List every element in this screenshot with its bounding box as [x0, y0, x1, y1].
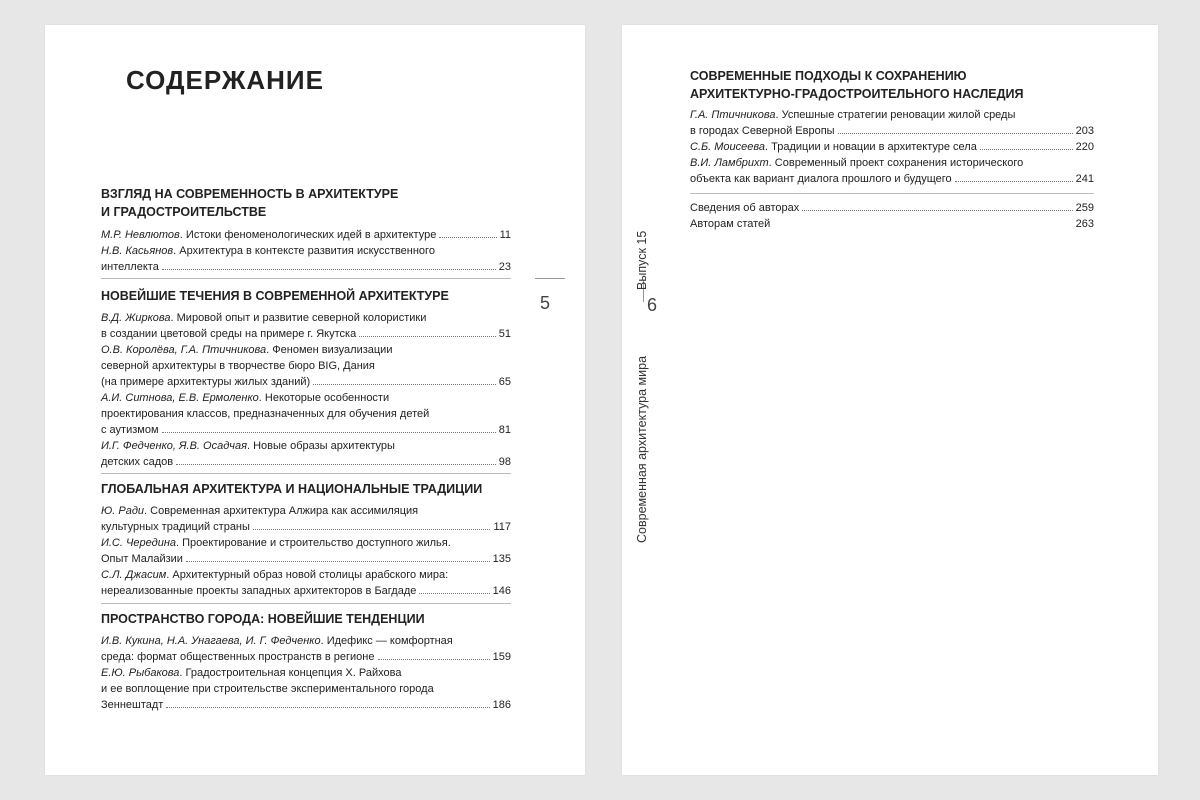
entry-authors: И.В. Кукина, Н.А. Унагаева, И. Г. Федченко — [101, 635, 321, 647]
leader-dots — [980, 149, 1073, 150]
entry-title: Архитектурный образ новой столицы арабского мира: — [172, 569, 449, 581]
leader-dots — [838, 133, 1073, 134]
issue-label-vertical: Выпуск 15 — [635, 230, 649, 290]
leader-dots — [162, 269, 496, 270]
entry-title: Градостроительная концепция Х. Райхова — [185, 667, 402, 679]
page-ref: 263 — [1075, 218, 1094, 230]
leader-dots — [162, 432, 496, 433]
page-ref: 81 — [498, 424, 511, 436]
right-page — [622, 25, 1158, 775]
toc-entry[interactable]: Ю. Ради. Современная архитектура Алжира как ассимиляция культурных традиций страны 117 — [101, 505, 511, 533]
folio-rule — [535, 278, 565, 279]
entry-title: Проектирование и строительство доступного жилья. — [182, 537, 451, 549]
entry-title: Современная архитектура Алжира как ассимиляция — [150, 505, 419, 517]
page-ref: 220 — [1075, 141, 1094, 153]
toc-entry[interactable]: Н.В. Касьянов. Архитектура в контексте развития искусственного интеллекта 23 — [101, 245, 511, 273]
entry-authors: Ю. Ради — [101, 505, 145, 517]
section-heading: ПРОСТРАНСТВО ГОРОДА: НОВЕЙШИЕ ТЕНДЕНЦИИ — [101, 612, 425, 626]
page-number: 6 — [647, 295, 658, 315]
page-number: 5 — [540, 293, 551, 313]
toc-entry-authors-info[interactable]: Сведения об авторах 259 — [690, 202, 1094, 214]
section-divider — [690, 193, 1094, 194]
toc-entry[interactable]: И.Г. Федченко, Я.В. Осадчая. Новые образы архитектуры детских садов 98 — [101, 440, 511, 468]
section-divider — [101, 603, 511, 604]
toc-entry[interactable]: В.Д. Жиркова. Мировой опыт и развитие северной колористики в создании цветовой среды на примере г. Якутска 51 — [101, 312, 511, 340]
leader-dots — [955, 181, 1073, 182]
toc-entry[interactable]: С.Б. Моисеева. Традиции и новации в архитектуре села 220 — [690, 141, 1094, 153]
page-ref: 186 — [492, 699, 511, 711]
toc-entry[interactable]: А.И. Ситнова, Е.В. Ермоленко. Некоторые особенности проектирования классов, предназначенных для обучения детей с аутизмом 81 — [101, 392, 511, 436]
page-ref: 98 — [498, 456, 511, 468]
entry-title: Новые образы архитектуры — [253, 440, 395, 452]
toc-entry[interactable]: И.С. Чередина. Проектирование и строительство доступного жилья. Опыт Малайзии 135 — [101, 537, 511, 565]
entry-authors: М.Р. Невлютов — [101, 229, 180, 241]
leader-dots — [253, 529, 491, 530]
entry-title: Некоторые особенности — [264, 392, 390, 404]
entry-title: Феномен визуализации — [272, 344, 393, 356]
page-ref: 259 — [1075, 202, 1094, 214]
page-ref: 135 — [492, 553, 511, 565]
entry-authors: В.И. Ламбрихт — [690, 157, 769, 169]
toc-entry-for-authors[interactable]: Авторам статей 263 — [690, 218, 1094, 230]
entry-title: Мировой опыт и развитие северной колористики — [176, 312, 427, 324]
page-ref: 51 — [498, 328, 511, 340]
toc-entry[interactable]: В.И. Ламбрихт. Современный проект сохранения исторического объекта как вариант диалога прошлого и будущего 241 — [690, 157, 1094, 185]
entry-authors: Г.А. Птичникова — [690, 109, 776, 121]
entry-title: Современный проект сохранения исторического — [774, 157, 1024, 169]
leader-dots — [439, 237, 496, 238]
page-ref: 203 — [1075, 125, 1094, 137]
page-title: СОДЕРЖАНИЕ — [126, 65, 324, 95]
journal-title-vertical: Современная архитектура мира — [635, 355, 649, 543]
entry-title: Успешные стратегии реновации жилой среды — [781, 109, 1016, 121]
page-ref: 65 — [498, 376, 511, 388]
section-heading: ВЗГЛЯД НА СОВРЕМЕННОСТЬ В АРХИТЕКТУРЕ И ГРАДОСТРОИТЕЛЬСТВЕ — [101, 187, 399, 219]
entry-title: Истоки феноменологических идей в архитектуре — [185, 229, 437, 241]
page-ref: 146 — [492, 585, 511, 597]
entry-authors: В.Д. Жиркова — [101, 312, 171, 324]
toc-entry[interactable]: С.Л. Джасим. Архитектурный образ новой столицы арабского мира: нереализованные проекты западных архитекторов в Багдаде 146 — [101, 569, 511, 597]
page-ref: 159 — [492, 651, 511, 663]
toc-entry[interactable]: И.В. Кукина, Н.А. Унагаева, И. Г. Федченко. Идефикс — комфортная среда: формат общественных пространств в регионе 159 — [101, 635, 511, 663]
toc-entry[interactable]: Е.Ю. Рыбакова. Градостроительная концепция Х. Райхова и ее воплощение при строительстве экспериментального города Зеннештадт 186 — [101, 667, 511, 711]
section-heading: ГЛОБАЛЬНАЯ АРХИТЕКТУРА И НАЦИОНАЛЬНЫЕ ТРАДИЦИИ — [101, 482, 483, 496]
left-page — [45, 25, 585, 775]
page-ref: 117 — [493, 521, 511, 533]
leader-dots — [378, 659, 490, 660]
leader-dots — [359, 336, 496, 337]
section-divider — [101, 473, 511, 474]
section-heading: НОВЕЙШИЕ ТЕЧЕНИЯ В СОВРЕМЕННОЙ АРХИТЕКТУРЕ — [101, 289, 449, 303]
toc-entry[interactable]: М.Р. Невлютов. Истоки феноменологических идей в архитектуре 11 — [101, 229, 511, 241]
leader-dots — [802, 210, 1072, 211]
section-heading: СОВРЕМЕННЫЕ ПОДХОДЫ К СОХРАНЕНИЮ АРХИТЕКТУРНО-ГРАДОСТРОИТЕЛЬНОГО НАСЛЕДИЯ — [690, 69, 1024, 101]
section-divider — [101, 278, 511, 279]
leader-dots — [186, 561, 490, 562]
entry-title: Архитектура в контексте развития искусственного — [179, 245, 435, 257]
entry-authors: И.С. Чередина — [101, 537, 176, 549]
entry-authors: Е.Ю. Рыбакова — [101, 667, 180, 679]
leader-dots — [176, 464, 496, 465]
page-ref: 241 — [1075, 173, 1094, 185]
page-ref: 23 — [498, 261, 511, 273]
page-ref: 11 — [499, 229, 511, 241]
entry-authors: А.И. Ситнова, Е.В. Ермоленко — [101, 392, 259, 404]
toc-entry[interactable]: Г.А. Птичникова. Успешные стратегии реновации жилой среды в городах Северной Европы 203 — [690, 109, 1094, 137]
entry-title: Идефикс — комфортная — [326, 635, 453, 647]
entry-authors: О.В. Королёва, Г.А. Птичникова — [101, 344, 267, 356]
entry-authors: И.Г. Федченко, Я.В. Осадчая — [101, 440, 247, 452]
entry-title: Традиции и новации в архитектуре села — [771, 141, 977, 153]
entry-authors: Н.В. Касьянов — [101, 245, 174, 257]
entry-authors: С.Л. Джасим — [101, 569, 167, 581]
entry-authors: С.Б. Моисеева — [690, 141, 766, 153]
toc-entry[interactable]: О.В. Королёва, Г.А. Птичникова. Феномен визуализации северной архитектуры в творчестве бюро BIG, Дания (на примере архитектуры жилых зданий) 65 — [101, 344, 511, 388]
leader-dots — [166, 707, 489, 708]
leader-dots — [313, 384, 496, 385]
leader-dots — [419, 593, 489, 594]
